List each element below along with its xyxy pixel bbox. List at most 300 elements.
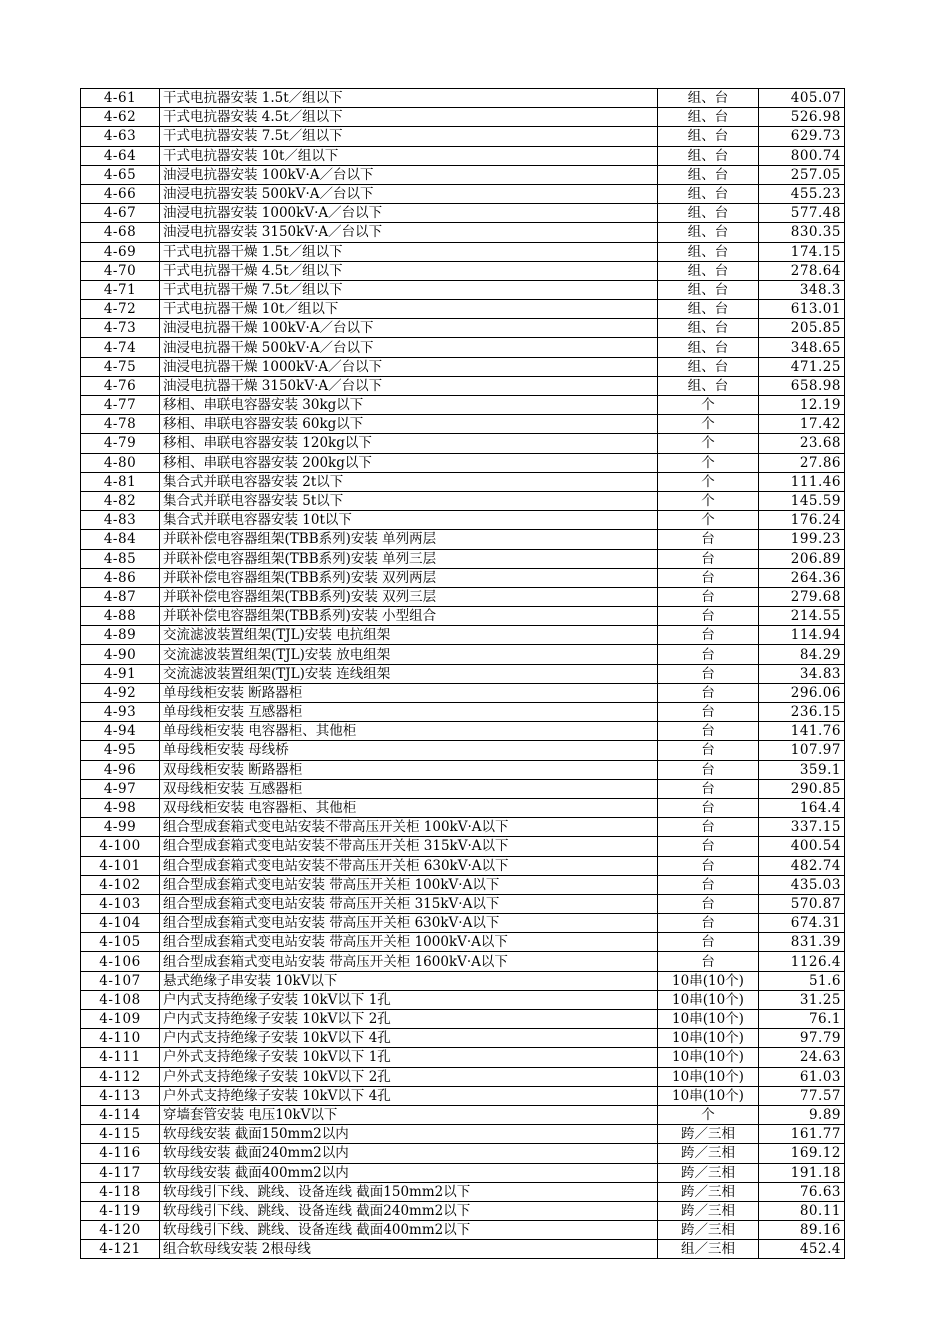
- table-row: [81, 472, 845, 491]
- unit-cell: 台: [658, 607, 759, 626]
- table-row: [81, 184, 845, 203]
- item-name-cell: 干式电抗器安装 1.5t／组以下: [160, 89, 658, 108]
- unit-cell: 台: [658, 933, 759, 952]
- item-name-cell: 并联补偿电容器组架(TBB系列)安装 单列三层: [160, 549, 658, 568]
- unit-cell: 组、台: [658, 89, 759, 108]
- table-row: [81, 779, 845, 798]
- table-row: [81, 89, 845, 108]
- item-code-cell: 4-95: [81, 741, 160, 760]
- item-code-cell: 4-105: [81, 933, 160, 952]
- item-code-cell: 4-96: [81, 760, 160, 779]
- price-cell: 164.4: [759, 798, 845, 817]
- unit-cell: 10串(10个): [658, 1048, 759, 1067]
- item-code-cell: 4-97: [81, 779, 160, 798]
- item-code-cell: 4-79: [81, 434, 160, 453]
- price-cell: 452.4: [759, 1240, 845, 1259]
- item-code-cell: 4-121: [81, 1240, 160, 1259]
- price-cell: 84.29: [759, 645, 845, 664]
- item-name-cell: 油浸电抗器安装 3150kV·A／台以下: [160, 223, 658, 242]
- item-code-cell: 4-69: [81, 242, 160, 261]
- table-row: [81, 357, 845, 376]
- item-name-cell: 双母线柜安装 断路器柜: [160, 760, 658, 779]
- item-code-cell: 4-66: [81, 184, 160, 203]
- item-name-cell: 组合型成套箱式变电站安装 带高压开关柜 1000kV·A以下: [160, 933, 658, 952]
- price-cell: 107.97: [759, 741, 845, 760]
- item-code-cell: 4-102: [81, 875, 160, 894]
- item-code-cell: 4-109: [81, 1010, 160, 1029]
- price-cell: 264.36: [759, 568, 845, 587]
- item-code-cell: 4-67: [81, 204, 160, 223]
- item-code-cell: 4-71: [81, 280, 160, 299]
- price-cell: 77.57: [759, 1086, 845, 1105]
- unit-cell: 10串(10个): [658, 1067, 759, 1086]
- item-name-cell: 组合型成套箱式变电站安装不带高压开关柜 630kV·A以下: [160, 856, 658, 875]
- unit-cell: 台: [658, 703, 759, 722]
- item-name-cell: 油浸电抗器安装 100kV·A／台以下: [160, 165, 658, 184]
- unit-cell: 台: [658, 626, 759, 645]
- table-row: [81, 530, 845, 549]
- item-name-cell: 软母线引下线、跳线、设备连线 截面150mm2以下: [160, 1182, 658, 1201]
- item-code-cell: 4-116: [81, 1144, 160, 1163]
- price-cell: 279.68: [759, 587, 845, 606]
- price-cell: 830.35: [759, 223, 845, 242]
- item-name-cell: 并联补偿电容器组架(TBB系列)安装 小型组合: [160, 607, 658, 626]
- item-name-cell: 户内式支持绝缘子安装 10kV以下 4孔: [160, 1029, 658, 1048]
- table-row: [81, 741, 845, 760]
- item-name-cell: 组合型成套箱式变电站安装 带高压开关柜 100kV·A以下: [160, 875, 658, 894]
- item-code-cell: 4-84: [81, 530, 160, 549]
- unit-cell: 跨／三相: [658, 1201, 759, 1220]
- item-code-cell: 4-100: [81, 837, 160, 856]
- item-name-cell: 单母线柜安装 电容器柜、其他柜: [160, 722, 658, 741]
- unit-cell: 台: [658, 568, 759, 587]
- item-code-cell: 4-85: [81, 549, 160, 568]
- item-name-cell: 交流滤波装置组架(TJL)安装 放电组架: [160, 645, 658, 664]
- item-code-cell: 4-107: [81, 971, 160, 990]
- price-cell: 482.74: [759, 856, 845, 875]
- table-row: [81, 491, 845, 510]
- table-row: [81, 856, 845, 875]
- table-row: [81, 261, 845, 280]
- item-name-cell: 组合型成套箱式变电站安装 带高压开关柜 315kV·A以下: [160, 894, 658, 913]
- unit-cell: 组／三相: [658, 1240, 759, 1259]
- unit-cell: 个: [658, 453, 759, 472]
- item-code-cell: 4-106: [81, 952, 160, 971]
- table-row: [81, 645, 845, 664]
- item-code-cell: 4-115: [81, 1125, 160, 1144]
- price-cell: 34.83: [759, 664, 845, 683]
- table-row: [81, 1125, 845, 1144]
- table-row: [81, 1010, 845, 1029]
- price-cell: 76.1: [759, 1010, 845, 1029]
- price-cell: 214.55: [759, 607, 845, 626]
- item-code-cell: 4-78: [81, 415, 160, 434]
- item-name-cell: 集合式并联电容器安装 10t以下: [160, 511, 658, 530]
- table-row: [81, 396, 845, 415]
- table-row: [81, 1144, 845, 1163]
- item-name-cell: 户外式支持绝缘子安装 10kV以下 1孔: [160, 1048, 658, 1067]
- table-row: [81, 415, 845, 434]
- item-name-cell: 交流滤波装置组架(TJL)安装 电抗组架: [160, 626, 658, 645]
- item-code-cell: 4-70: [81, 261, 160, 280]
- price-cell: 526.98: [759, 108, 845, 127]
- price-cell: 145.59: [759, 491, 845, 510]
- item-code-cell: 4-119: [81, 1201, 160, 1220]
- table-row: [81, 127, 845, 146]
- price-cell: 161.77: [759, 1125, 845, 1144]
- table-row: [81, 549, 845, 568]
- price-cell: 111.46: [759, 472, 845, 491]
- table-row: [81, 242, 845, 261]
- unit-cell: 组、台: [658, 280, 759, 299]
- unit-cell: 10串(10个): [658, 990, 759, 1009]
- item-code-cell: 4-61: [81, 89, 160, 108]
- item-code-cell: 4-117: [81, 1163, 160, 1182]
- item-name-cell: 双母线柜安装 电容器柜、其他柜: [160, 798, 658, 817]
- item-code-cell: 4-90: [81, 645, 160, 664]
- price-cell: 348.3: [759, 280, 845, 299]
- item-name-cell: 干式电抗器干燥 1.5t／组以下: [160, 242, 658, 261]
- unit-cell: 台: [658, 530, 759, 549]
- table-row: [81, 376, 845, 395]
- item-name-cell: 移相、串联电容器安装 60kg以下: [160, 415, 658, 434]
- price-cell: 257.05: [759, 165, 845, 184]
- price-cell: 114.94: [759, 626, 845, 645]
- item-code-cell: 4-76: [81, 376, 160, 395]
- item-code-cell: 4-108: [81, 990, 160, 1009]
- item-code-cell: 4-94: [81, 722, 160, 741]
- price-cell: 290.85: [759, 779, 845, 798]
- item-name-cell: 单母线柜安装 母线桥: [160, 741, 658, 760]
- item-name-cell: 单母线柜安装 断路器柜: [160, 683, 658, 702]
- item-name-cell: 干式电抗器安装 4.5t／组以下: [160, 108, 658, 127]
- table-row: [81, 914, 845, 933]
- item-name-cell: 干式电抗器干燥 7.5t／组以下: [160, 280, 658, 299]
- price-cell: 658.98: [759, 376, 845, 395]
- item-name-cell: 移相、串联电容器安装 120kg以下: [160, 434, 658, 453]
- unit-cell: 组、台: [658, 223, 759, 242]
- item-name-cell: 干式电抗器安装 7.5t／组以下: [160, 127, 658, 146]
- unit-cell: 台: [658, 856, 759, 875]
- unit-cell: 台: [658, 914, 759, 933]
- unit-cell: 组、台: [658, 319, 759, 338]
- item-code-cell: 4-75: [81, 357, 160, 376]
- table-row: [81, 664, 845, 683]
- item-code-cell: 4-99: [81, 818, 160, 837]
- unit-cell: 台: [658, 741, 759, 760]
- item-code-cell: 4-77: [81, 396, 160, 415]
- item-name-cell: 软母线安装 截面400mm2以内: [160, 1163, 658, 1182]
- unit-cell: 组、台: [658, 165, 759, 184]
- item-name-cell: 移相、串联电容器安装 200kg以下: [160, 453, 658, 472]
- table-row: [81, 971, 845, 990]
- item-name-cell: 干式电抗器干燥 4.5t／组以下: [160, 261, 658, 280]
- unit-cell: 台: [658, 587, 759, 606]
- table-row: [81, 1201, 845, 1220]
- price-cell: 141.76: [759, 722, 845, 741]
- price-cell: 296.06: [759, 683, 845, 702]
- quota-table-body: [81, 89, 845, 1259]
- table-row: [81, 990, 845, 1009]
- unit-cell: 个: [658, 472, 759, 491]
- price-cell: 76.63: [759, 1182, 845, 1201]
- table-row: [81, 453, 845, 472]
- unit-cell: 组、台: [658, 376, 759, 395]
- item-name-cell: 组合型成套箱式变电站安装 带高压开关柜 1600kV·A以下: [160, 952, 658, 971]
- table-row: [81, 280, 845, 299]
- price-cell: 629.73: [759, 127, 845, 146]
- item-name-cell: 集合式并联电容器安装 2t以下: [160, 472, 658, 491]
- item-name-cell: 穿墙套管安装 电压10kV以下: [160, 1105, 658, 1124]
- item-name-cell: 集合式并联电容器安装 5t以下: [160, 491, 658, 510]
- unit-cell: 台: [658, 722, 759, 741]
- price-cell: 9.89: [759, 1105, 845, 1124]
- unit-cell: 个: [658, 415, 759, 434]
- item-code-cell: 4-68: [81, 223, 160, 242]
- price-cell: 831.39: [759, 933, 845, 952]
- item-name-cell: 干式电抗器干燥 10t／组以下: [160, 300, 658, 319]
- unit-cell: 跨／三相: [658, 1221, 759, 1240]
- table-row: [81, 568, 845, 587]
- unit-cell: 个: [658, 396, 759, 415]
- item-code-cell: 4-74: [81, 338, 160, 357]
- item-name-cell: 户内式支持绝缘子安装 10kV以下 1孔: [160, 990, 658, 1009]
- item-name-cell: 油浸电抗器干燥 100kV·A／台以下: [160, 319, 658, 338]
- table-row: [81, 1163, 845, 1182]
- unit-cell: 跨／三相: [658, 1163, 759, 1182]
- item-code-cell: 4-92: [81, 683, 160, 702]
- item-name-cell: 油浸电抗器安装 500kV·A／台以下: [160, 184, 658, 203]
- item-code-cell: 4-62: [81, 108, 160, 127]
- item-code-cell: 4-112: [81, 1067, 160, 1086]
- unit-cell: 个: [658, 491, 759, 510]
- item-code-cell: 4-114: [81, 1105, 160, 1124]
- unit-cell: 10串(10个): [658, 1029, 759, 1048]
- table-row: [81, 511, 845, 530]
- table-row: [81, 1067, 845, 1086]
- table-row: [81, 1048, 845, 1067]
- unit-cell: 组、台: [658, 204, 759, 223]
- table-row: [81, 894, 845, 913]
- unit-cell: 组、台: [658, 184, 759, 203]
- price-cell: 613.01: [759, 300, 845, 319]
- table-row: [81, 108, 845, 127]
- unit-cell: 台: [658, 760, 759, 779]
- table-row: [81, 300, 845, 319]
- item-name-cell: 组合型成套箱式变电站安装不带高压开关柜 100kV·A以下: [160, 818, 658, 837]
- table-row: [81, 434, 845, 453]
- item-code-cell: 4-120: [81, 1221, 160, 1240]
- item-code-cell: 4-82: [81, 491, 160, 510]
- table-row: [81, 683, 845, 702]
- item-name-cell: 单母线柜安装 互感器柜: [160, 703, 658, 722]
- item-code-cell: 4-73: [81, 319, 160, 338]
- item-name-cell: 双母线柜安装 互感器柜: [160, 779, 658, 798]
- table-row: [81, 607, 845, 626]
- table-row: [81, 1182, 845, 1201]
- item-name-cell: 软母线引下线、跳线、设备连线 截面240mm2以下: [160, 1201, 658, 1220]
- table-row: [81, 223, 845, 242]
- unit-cell: 台: [658, 894, 759, 913]
- item-code-cell: 4-89: [81, 626, 160, 645]
- unit-cell: 组、台: [658, 357, 759, 376]
- table-row: [81, 703, 845, 722]
- item-code-cell: 4-91: [81, 664, 160, 683]
- unit-cell: 10串(10个): [658, 1010, 759, 1029]
- unit-cell: 台: [658, 875, 759, 894]
- item-name-cell: 户外式支持绝缘子安装 10kV以下 4孔: [160, 1086, 658, 1105]
- price-cell: 199.23: [759, 530, 845, 549]
- item-code-cell: 4-93: [81, 703, 160, 722]
- unit-cell: 台: [658, 798, 759, 817]
- item-name-cell: 软母线引下线、跳线、设备连线 截面400mm2以下: [160, 1221, 658, 1240]
- unit-cell: 组、台: [658, 300, 759, 319]
- item-name-cell: 组合软母线安装 2根母线: [160, 1240, 658, 1259]
- item-code-cell: 4-87: [81, 587, 160, 606]
- item-name-cell: 油浸电抗器干燥 500kV·A／台以下: [160, 338, 658, 357]
- price-cell: 17.42: [759, 415, 845, 434]
- table-row: [81, 319, 845, 338]
- unit-cell: 台: [658, 549, 759, 568]
- item-code-cell: 4-98: [81, 798, 160, 817]
- item-code-cell: 4-65: [81, 165, 160, 184]
- unit-cell: 台: [658, 779, 759, 798]
- price-cell: 800.74: [759, 146, 845, 165]
- table-row: [81, 837, 845, 856]
- item-name-cell: 移相、串联电容器安装 30kg以下: [160, 396, 658, 415]
- price-cell: 205.85: [759, 319, 845, 338]
- price-cell: 51.6: [759, 971, 845, 990]
- item-name-cell: 组合型成套箱式变电站安装 带高压开关柜 630kV·A以下: [160, 914, 658, 933]
- price-cell: 577.48: [759, 204, 845, 223]
- unit-cell: 10串(10个): [658, 971, 759, 990]
- table-row: [81, 165, 845, 184]
- price-cell: 176.24: [759, 511, 845, 530]
- item-name-cell: 并联补偿电容器组架(TBB系列)安装 双列三层: [160, 587, 658, 606]
- item-code-cell: 4-81: [81, 472, 160, 491]
- price-cell: 674.31: [759, 914, 845, 933]
- table-row: [81, 1086, 845, 1105]
- price-cell: 337.15: [759, 818, 845, 837]
- price-cell: 169.12: [759, 1144, 845, 1163]
- item-code-cell: 4-118: [81, 1182, 160, 1201]
- price-cell: 12.19: [759, 396, 845, 415]
- item-name-cell: 组合型成套箱式变电站安装不带高压开关柜 315kV·A以下: [160, 837, 658, 856]
- table-row: [81, 1029, 845, 1048]
- item-code-cell: 4-110: [81, 1029, 160, 1048]
- price-cell: 191.18: [759, 1163, 845, 1182]
- unit-cell: 组、台: [658, 108, 759, 127]
- price-cell: 31.25: [759, 990, 845, 1009]
- item-name-cell: 油浸电抗器干燥 1000kV·A／台以下: [160, 357, 658, 376]
- price-cell: 206.89: [759, 549, 845, 568]
- price-cell: 236.15: [759, 703, 845, 722]
- unit-cell: 组、台: [658, 338, 759, 357]
- unit-cell: 组、台: [658, 146, 759, 165]
- unit-cell: 台: [658, 952, 759, 971]
- price-cell: 97.79: [759, 1029, 845, 1048]
- price-cell: 61.03: [759, 1067, 845, 1086]
- price-cell: 348.65: [759, 338, 845, 357]
- item-code-cell: 4-103: [81, 894, 160, 913]
- unit-cell: 台: [658, 683, 759, 702]
- table-row: [81, 952, 845, 971]
- price-cell: 174.15: [759, 242, 845, 261]
- table-row: [81, 338, 845, 357]
- price-cell: 471.25: [759, 357, 845, 376]
- price-cell: 570.87: [759, 894, 845, 913]
- item-name-cell: 户外式支持绝缘子安装 10kV以下 2孔: [160, 1067, 658, 1086]
- price-cell: 278.64: [759, 261, 845, 280]
- item-name-cell: 油浸电抗器干燥 3150kV·A／台以下: [160, 376, 658, 395]
- item-name-cell: 悬式绝缘子串安装 10kV以下: [160, 971, 658, 990]
- table-row: [81, 1221, 845, 1240]
- unit-cell: 跨／三相: [658, 1125, 759, 1144]
- item-name-cell: 油浸电抗器安装 1000kV·A／台以下: [160, 204, 658, 223]
- unit-cell: 个: [658, 1105, 759, 1124]
- item-code-cell: 4-104: [81, 914, 160, 933]
- unit-cell: 跨／三相: [658, 1144, 759, 1163]
- item-code-cell: 4-72: [81, 300, 160, 319]
- item-code-cell: 4-88: [81, 607, 160, 626]
- quota-table: [80, 88, 845, 1259]
- item-code-cell: 4-80: [81, 453, 160, 472]
- item-code-cell: 4-86: [81, 568, 160, 587]
- unit-cell: 台: [658, 645, 759, 664]
- unit-cell: 组、台: [658, 127, 759, 146]
- item-name-cell: 干式电抗器安装 10t／组以下: [160, 146, 658, 165]
- table-row: [81, 626, 845, 645]
- price-cell: 359.1: [759, 760, 845, 779]
- table-row: [81, 722, 845, 741]
- table-row: [81, 1240, 845, 1259]
- table-row: [81, 818, 845, 837]
- price-cell: 24.63: [759, 1048, 845, 1067]
- price-cell: 23.68: [759, 434, 845, 453]
- item-code-cell: 4-113: [81, 1086, 160, 1105]
- price-cell: 455.23: [759, 184, 845, 203]
- item-name-cell: 软母线安装 截面150mm2以内: [160, 1125, 658, 1144]
- item-code-cell: 4-64: [81, 146, 160, 165]
- price-cell: 27.86: [759, 453, 845, 472]
- item-name-cell: 并联补偿电容器组架(TBB系列)安装 双列两层: [160, 568, 658, 587]
- price-cell: 89.16: [759, 1221, 845, 1240]
- unit-cell: 跨／三相: [658, 1182, 759, 1201]
- table-row: [81, 204, 845, 223]
- table-row: [81, 1105, 845, 1124]
- price-cell: 405.07: [759, 89, 845, 108]
- item-name-cell: 户内式支持绝缘子安装 10kV以下 2孔: [160, 1010, 658, 1029]
- unit-cell: 10串(10个): [658, 1086, 759, 1105]
- unit-cell: 台: [658, 664, 759, 683]
- unit-cell: 台: [658, 837, 759, 856]
- item-code-cell: 4-63: [81, 127, 160, 146]
- unit-cell: 台: [658, 818, 759, 837]
- price-cell: 1126.4: [759, 952, 845, 971]
- table-row: [81, 760, 845, 779]
- item-code-cell: 4-83: [81, 511, 160, 530]
- price-cell: 80.11: [759, 1201, 845, 1220]
- unit-cell: 个: [658, 434, 759, 453]
- price-cell: 435.03: [759, 875, 845, 894]
- unit-cell: 组、台: [658, 242, 759, 261]
- item-code-cell: 4-101: [81, 856, 160, 875]
- table-row: [81, 798, 845, 817]
- item-code-cell: 4-111: [81, 1048, 160, 1067]
- item-name-cell: 并联补偿电容器组架(TBB系列)安装 单列两层: [160, 530, 658, 549]
- unit-cell: 组、台: [658, 261, 759, 280]
- table-row: [81, 146, 845, 165]
